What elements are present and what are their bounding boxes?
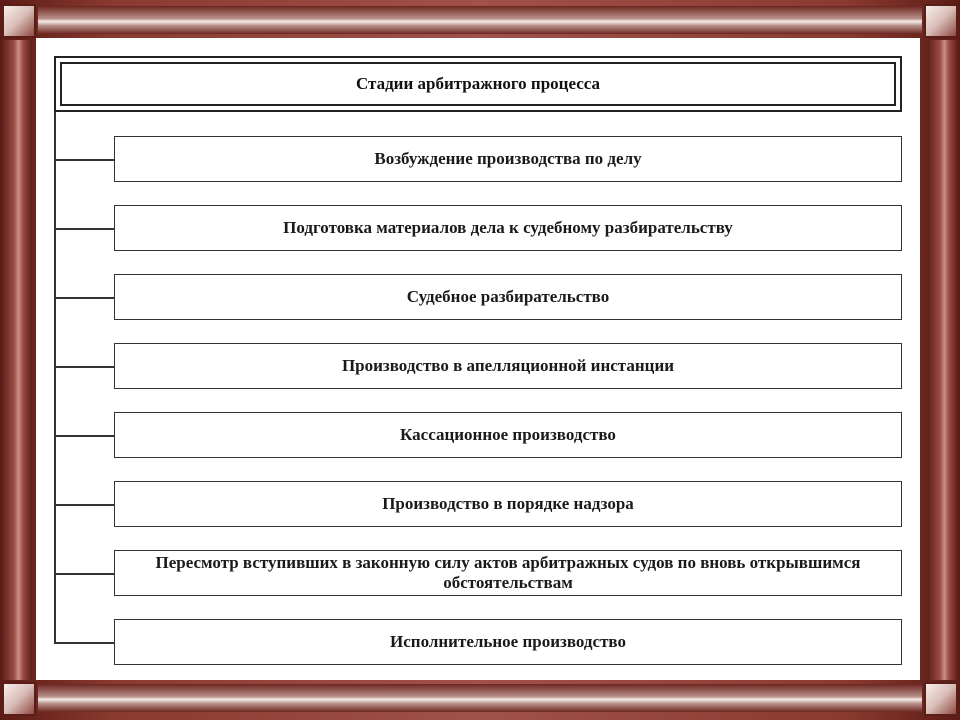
- stage-box-7: Пересмотр вступивших в законную силу актов арбитражных судов по вновь открывшимся обстоятельствам: [114, 550, 902, 596]
- stage-box-4: Производство в апелляционной инстанции: [114, 343, 902, 389]
- connector-trunk: [54, 112, 56, 644]
- frame-right-bar: [928, 40, 958, 680]
- diagram-title: Стадии арбитражного процесса: [60, 62, 896, 106]
- stage-box-2: Подготовка материалов дела к судебному разбирательству: [114, 205, 902, 251]
- stage-box-8: Исполнительное производство: [114, 619, 902, 665]
- connector-branch-1: [54, 159, 114, 161]
- stage-box-1: Возбуждение производства по делу: [114, 136, 902, 182]
- frame-bottom-bar: [38, 684, 922, 712]
- diagram-canvas: [36, 38, 920, 680]
- stage-box-6: Производство в порядке надзора: [114, 481, 902, 527]
- frame-corner-top-right: [924, 4, 958, 38]
- frame-corner-bottom-right: [924, 682, 958, 716]
- frame-top-bar: [38, 6, 922, 34]
- frame-corner-top-left: [2, 4, 36, 38]
- connector-branch-6: [54, 504, 114, 506]
- frame-left-bar: [2, 40, 32, 680]
- connector-branch-3: [54, 297, 114, 299]
- title-box: [54, 56, 902, 112]
- connector-branch-2: [54, 228, 114, 230]
- stage-box-5: Кассационное производство: [114, 412, 902, 458]
- connector-branch-7: [54, 573, 114, 575]
- connector-branch-8: [54, 642, 114, 644]
- stage-box-3: Судебное разбирательство: [114, 274, 902, 320]
- frame-corner-bottom-left: [2, 682, 36, 716]
- connector-branch-4: [54, 366, 114, 368]
- connector-branch-5: [54, 435, 114, 437]
